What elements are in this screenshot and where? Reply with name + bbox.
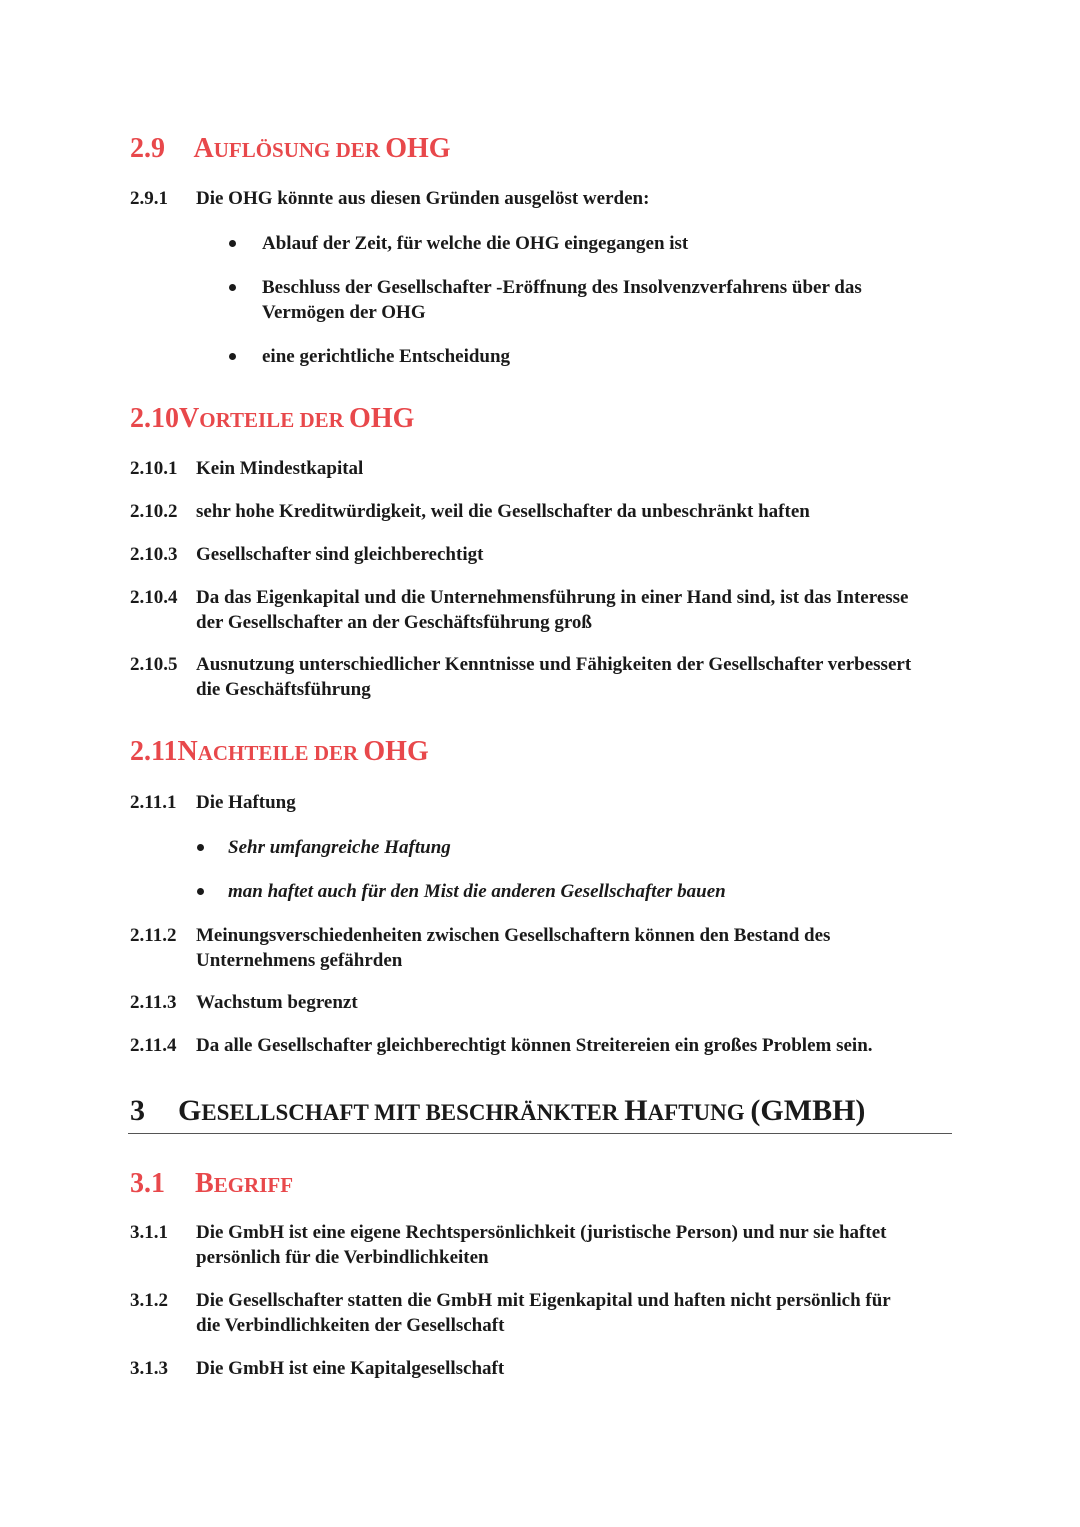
heading-3: 3 GESELLSCHAFT MIT BESCHRÄNKTER HAFTUNG (GMBH)	[130, 1094, 866, 1127]
heading-2-10: 2.10VORTEILE DER OHG	[130, 403, 415, 434]
heading-underline	[128, 1133, 952, 1134]
item-2-11-2-cont: Unternehmens gefährden	[196, 950, 403, 971]
bullet-icon	[229, 284, 236, 291]
item-3-1-1-cont: persönlich für die Verbindlichkeiten	[196, 1247, 489, 1268]
bullet-icon	[197, 844, 204, 851]
heading-number: 2.9	[130, 133, 165, 164]
bullet-item: Ablauf der Zeit, für welche die OHG eingegangen ist	[262, 233, 689, 254]
heading-2-11: 2.11NACHTEILE DER OHG	[130, 736, 429, 767]
heading-2-9: 2.9 AUFLÖSUNG DER OHG	[130, 133, 451, 164]
item-3-1-2-cont: die Verbindlichkeiten der Gesellschaft	[196, 1315, 505, 1336]
bullet-item: man haftet auch für den Mist die anderen Gesellschafter bauen	[228, 881, 726, 902]
bullet-icon	[229, 353, 236, 360]
bullet-icon	[197, 888, 204, 895]
item-2-9-1: 2.9.1 Die OHG könnte aus diesen Gründen ausgelöst werden:	[130, 188, 650, 209]
item-2-10-4-cont: der Gesellschafter an der Geschäftsführung groß	[196, 612, 593, 633]
bullet-item-continued: Vermögen der OHG	[262, 302, 426, 323]
bullet-item: Beschluss der Gesellschafter -Eröffnung des Insolvenzverfahrens über das	[262, 277, 862, 298]
heading-3-1: 3.1 BEGRIFF	[130, 1168, 294, 1199]
bullet-icon	[229, 240, 236, 247]
item-2-10-5-cont: die Geschäftsführung	[196, 679, 371, 700]
bullet-item: Sehr umfangreiche Haftung	[228, 837, 451, 858]
bullet-item: eine gerichtliche Entscheidung	[262, 346, 511, 367]
